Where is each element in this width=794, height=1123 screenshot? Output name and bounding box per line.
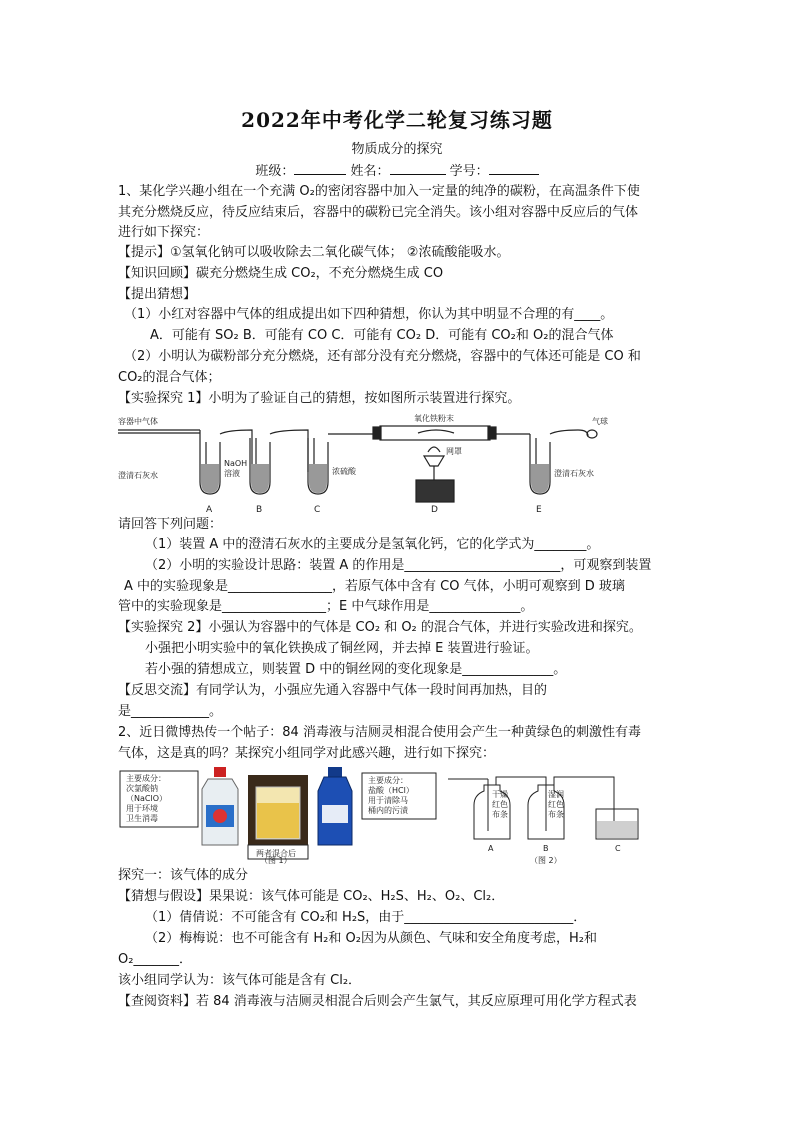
toilet-cleaner-bottle bbox=[318, 767, 352, 845]
label-b: B bbox=[256, 505, 263, 515]
label-iron-oxide-powder: 氧化铁粉末 bbox=[414, 414, 454, 423]
box2-line3: 用于清除马 bbox=[368, 796, 408, 805]
q2-guess-2a: （2）梅梅说：也不可能含有 H₂和 O₂因为从颜色、气味和安全角度考虑，H₂和 bbox=[145, 931, 597, 946]
q1-hypothesis-2b: CO₂的混合气体； bbox=[118, 370, 221, 385]
label-e: E bbox=[536, 505, 542, 515]
q2-part-1: 探究一：该气体的成分 bbox=[118, 868, 249, 883]
q2-guess-1: （1）倩倩说：不可能含有 CO₂和 H₂S，由于__________________________． bbox=[145, 910, 587, 925]
bottle-label-c: C bbox=[615, 844, 621, 853]
q1-options: A．可能有 SO₂ B．可能有 CO C．可能有 CO₂ D．可能有 CO₂和 O₂的混合气体 bbox=[150, 328, 614, 343]
dry-label-1: 干燥 bbox=[492, 790, 508, 799]
q1-reflection-2: 是____________。 bbox=[118, 704, 223, 719]
mixed-beaker bbox=[248, 775, 308, 859]
page-subtitle: 物质成分的探究 bbox=[351, 142, 443, 157]
box1-line5: 卫生消毒 bbox=[126, 814, 158, 823]
student-info-line bbox=[0, 160, 794, 179]
bleach-cleaner-figure bbox=[118, 765, 644, 865]
label-c: C bbox=[314, 505, 321, 515]
q1-experiment-2c: 若小强的猜想成立，则装置 D 中的铜丝网的变化现象是______________。 bbox=[145, 662, 567, 677]
label-naoh: NaOH bbox=[224, 459, 248, 468]
label-balloon: 气球 bbox=[592, 417, 608, 426]
q1-experiment-1: 【实验探究 1】小明为了验证自己的猜想，按如图所示装置进行探究。 bbox=[118, 391, 521, 406]
class-label: 班级： bbox=[255, 164, 295, 179]
box1-line4: 用于环境 bbox=[126, 804, 158, 813]
box1-line3: （NaClO） bbox=[126, 794, 167, 803]
q2-intro-line-1: 2、近日微博热传一个帖子：84 消毒液与洁厕灵相混合使用会产生一种黄绿色的刺激性有毒 bbox=[118, 725, 641, 740]
bottle-label-b: B bbox=[543, 844, 549, 853]
wet-label-2: 红色 bbox=[548, 800, 564, 809]
label-limewater-e: 澄清石灰水 bbox=[554, 469, 594, 478]
class-blank[interactable] bbox=[294, 161, 346, 175]
name-label: 姓名： bbox=[350, 164, 390, 179]
bottle-label-a: A bbox=[488, 844, 494, 853]
apparatus-diagram bbox=[118, 412, 630, 516]
box2-line4: 桶内的污渍 bbox=[368, 806, 408, 815]
name-blank[interactable] bbox=[390, 161, 446, 175]
q1-experiment-2: 【实验探究 2】小强认为容器中的气体是 CO₂ 和 O₂ 的混合气体，并进行实验改进和探究。 bbox=[118, 620, 642, 635]
q1-reflection: 【反思交流】有同学认为，小强应先通入容器中气体一段时间再加热，目的 bbox=[118, 683, 548, 698]
box1-line2: 次氯酸钠 bbox=[126, 784, 158, 793]
q2-conclusion: 该小组同学认为：该气体可能是含有 Cl₂． bbox=[118, 973, 362, 988]
box1-line1: 主要成分： bbox=[126, 774, 166, 783]
bleach-bottle bbox=[202, 767, 238, 845]
q1-answer-2c: 管中的实验现象是________________；E 中气球作用是______________。 bbox=[118, 599, 534, 614]
id-label: 学号： bbox=[449, 164, 489, 179]
q1-intro-line-3: 进行如下探究： bbox=[118, 225, 210, 240]
id-blank[interactable] bbox=[489, 161, 539, 175]
q1-hypothesis-1: （1）小红对容器中气体的组成提出如下四种猜想，你认为其中明显不合理的有____。 bbox=[124, 307, 614, 322]
dry-label-2: 红色 bbox=[492, 800, 508, 809]
q2-lookup: 【查阅资料】若 84 消毒液与洁厕灵相混合后则会产生氯气，其反应原理可用化学方程式表 bbox=[118, 994, 637, 1009]
label-sulfuric-acid: 浓硫酸 bbox=[332, 467, 356, 476]
wet-label-1: 湿润 bbox=[548, 790, 564, 799]
label-a: A bbox=[206, 505, 213, 515]
wet-label-3: 布条 bbox=[548, 810, 564, 819]
q1-hint: 【提示】①氢氧化钠可以吸收除去二氧化碳气体； ②浓硫酸能吸水。 bbox=[118, 245, 510, 260]
q1-experiment-2b: 小强把小明实验中的氧化铁换成了铜丝网，并去掉 E 装置进行验证。 bbox=[145, 641, 539, 656]
q1-hypothesis-2a: （2）小明认为碳粉部分充分燃烧，还有部分没有充分燃烧，容器中的气体还可能是 CO 和 bbox=[124, 349, 641, 364]
label-gas-inlet: 容器中气体 bbox=[118, 417, 158, 426]
box2-line1: 主要成分： bbox=[368, 776, 408, 785]
q1-hypothesis-heading: 【提出猜想】 bbox=[118, 287, 197, 302]
q2-guess-2b: O₂_______． bbox=[118, 952, 192, 967]
label-d: D bbox=[431, 505, 438, 515]
label-net-cover: 网罩 bbox=[446, 447, 462, 456]
label-naoh-solution: 溶液 bbox=[224, 469, 240, 478]
figure-2-caption: （图 2） bbox=[530, 856, 562, 865]
q1-answer-2a: （2）小明的实验设计思路：装置 A 的作用是________________________，可观察到装置 bbox=[145, 558, 652, 573]
q2-guess: 【猜想与假设】果果说：该气体可能是 CO₂、H₂S、H₂、O₂、Cl₂． bbox=[118, 889, 505, 904]
q1-answer-heading: 请回答下列问题： bbox=[118, 517, 223, 532]
dry-label-3: 布条 bbox=[492, 810, 508, 819]
q1-answer-1: （1）装置 A 中的澄清石灰水的主要成分是氢氧化钙，它的化学式为________。 bbox=[145, 537, 600, 552]
mixed-label: 两者混合后 bbox=[256, 849, 296, 858]
q2-intro-line-2: 气体，这是真的吗？某探究小组同学对此感兴趣，进行如下探究： bbox=[118, 746, 496, 761]
page-title: 2022年中考化学二轮复习练习题 bbox=[241, 108, 553, 132]
box2-line2: 盐酸（HCl） bbox=[368, 786, 414, 795]
q1-answer-2b: A 中的实验现象是________________，若原气体中含有 CO 气体，小明可观察到 D 玻璃 bbox=[124, 579, 625, 594]
q1-intro-line-1: 1、某化学兴趣小组在一个充满 O₂的密闭容器中加入一定量的纯净的碳粉，在高温条件下使 bbox=[118, 184, 640, 199]
label-limewater-a: 澄清石灰水 bbox=[118, 471, 158, 480]
q1-intro-line-2: 其充分燃烧反应，待反应结束后，容器中的碳粉已完全消失。该小组对容器中反应后的气体 bbox=[118, 205, 639, 220]
q1-review: 【知识回顾】碳充分燃烧生成 CO₂，不充分燃烧生成 CO bbox=[118, 266, 444, 281]
figure-1-caption: （图 1） bbox=[260, 856, 292, 865]
